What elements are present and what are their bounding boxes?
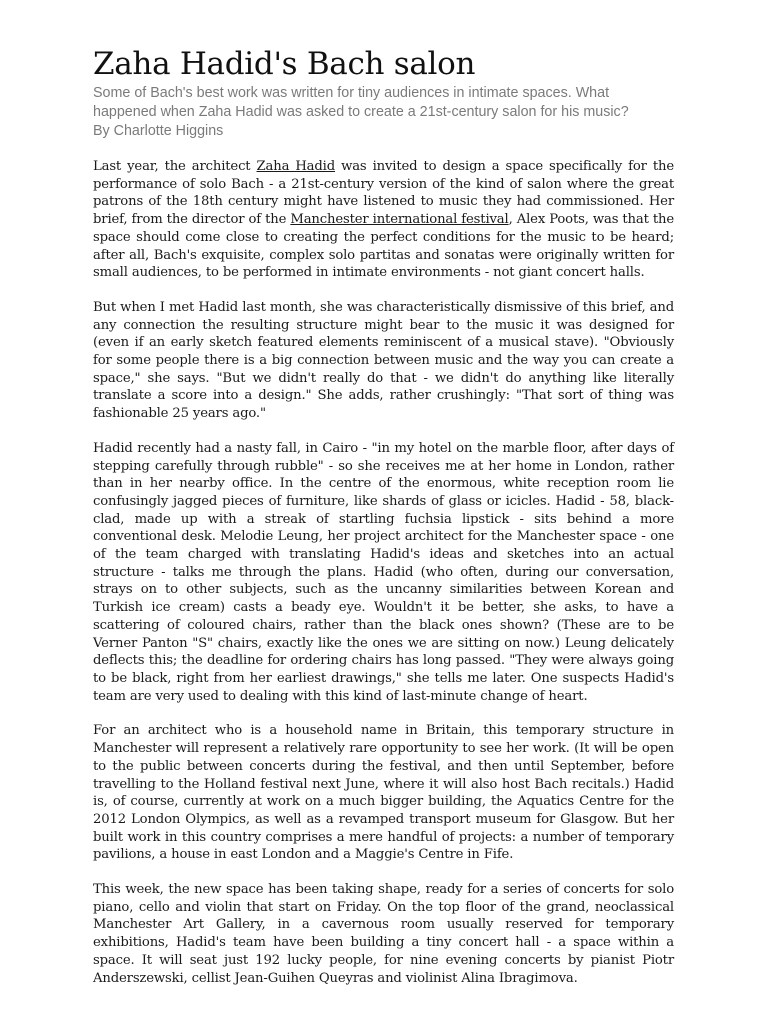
paragraph-3: Hadid recently had a nasty fall, in Cairo - "in my hotel on the marble floor, after days of stepping carefully through rubble" - so she receives me at her home in London, rather than in her nearby office. In the centre of the enormous, white reception room lie confusingly jagged pieces of furniture, like shards of glass or icicles. Hadid - 58, black-clad, made up with a streak of startling fuchsia lipstick - sits behind a more conventional desk. Melodie Leung, her project architect for the Manchester space - one of the team charged with translating Hadid's ideas and sketches into an actual structure - talks me through the plans. Hadid (who often, during our conversation, strays on to other subjects, such as the uncanny similarities between Korean and Turkish ice cream) casts a beady eye. Wouldn't it be better, she asks, to have a scattering of coloured chairs, rather than the black ones shown? (These are to be Verner Panton "S" chairs, exactly like the ones we are sitting on now.) Leung delicately deflects this; the deadline for ordering chairs has long passed. "They were always going to be black, right from her earliest drawings," she tells me later. One suspects Hadid's team are very used to dealing with this kind of last-minute change of heart. xyxy=(93,440,674,704)
paragraph-1-text-c: , Alex Poots, was that the space should come close to creating the perfect conditions for the music to be heard; after all, Bach's exquisite, complex solo partitas and sonatas were originally written for small audiences, to be performed in intimate environments - not giant concert halls. xyxy=(93,212,674,281)
manchester-festival-link[interactable]: Manchester international festival xyxy=(290,212,509,228)
article-standfirst: Some of Bach's best work was written for tiny audiences in intimate spaces. What happened when Zaha Hadid was asked to create a 21st-century salon for his music? xyxy=(93,85,629,120)
article-byline: By Charlotte Higgins xyxy=(93,123,224,139)
paragraph-5: This week, the new space has been taking shape, ready for a series of concerts for solo piano, cello and violin that start on Friday. On the top floor of the grand, neoclassical Manchester Art Gallery, in a cavernous room usually reserved for temporary exhibitions, Hadid's team have been building a tiny concert hall - a space within a space. It will seat just 192 lucky people, for nine evening concerts by pianist Piotr Anderszewski, cellist Jean-Guihen Queyras and violinist Alina Ibragimova. xyxy=(93,882,674,986)
paragraph-4: For an architect who is a household name in Britain, this temporary structure in Manchester will represent a relatively rare opportunity to see her work. (It will be open to the public between concerts during the festival, and then until September, before travelling to the Holland festival next June, where it will also host Bach recitals.) Hadid is, of course, currently at work on a much bigger building, the Aquatics Centre for the 2012 London Olympics, as well as a revamped transport museum for Glasgow. But her built work in this country comprises a mere handful of projects: a number of temporary pavilions, a house in east London and a Maggie's Centre in Fife. xyxy=(93,723,674,863)
paragraph-1-text-b: was invited to design a space specifically for the performance of solo Bach - a 21st-century version of the kind of salon where the great patrons of the 18th century might have listened to music they had commissioned. Her brief, from the director of the xyxy=(93,159,674,228)
paragraph-2: But when I met Hadid last month, she was characteristically dismissive of this brief, and any connection the resulting structure might bear to the music it was designed for (even if an early sketch featured elements reminiscent of a musical stave). "Obviously for some people there is a big connection between music and the way you can create a space," she says. "But we didn't really do that - we didn't do anything like literally translate a score into a design." She adds, rather crushingly: "That sort of thing was fashionable 25 years ago." xyxy=(93,299,674,422)
article xyxy=(93,44,674,1004)
zaha-hadid-link[interactable]: Zaha Hadid xyxy=(256,159,336,174)
article-title: Zaha Hadid's Bach salon xyxy=(93,46,476,82)
paragraph-1 xyxy=(93,158,674,282)
paragraph-1-text-a: Last year, the architect xyxy=(93,159,257,174)
